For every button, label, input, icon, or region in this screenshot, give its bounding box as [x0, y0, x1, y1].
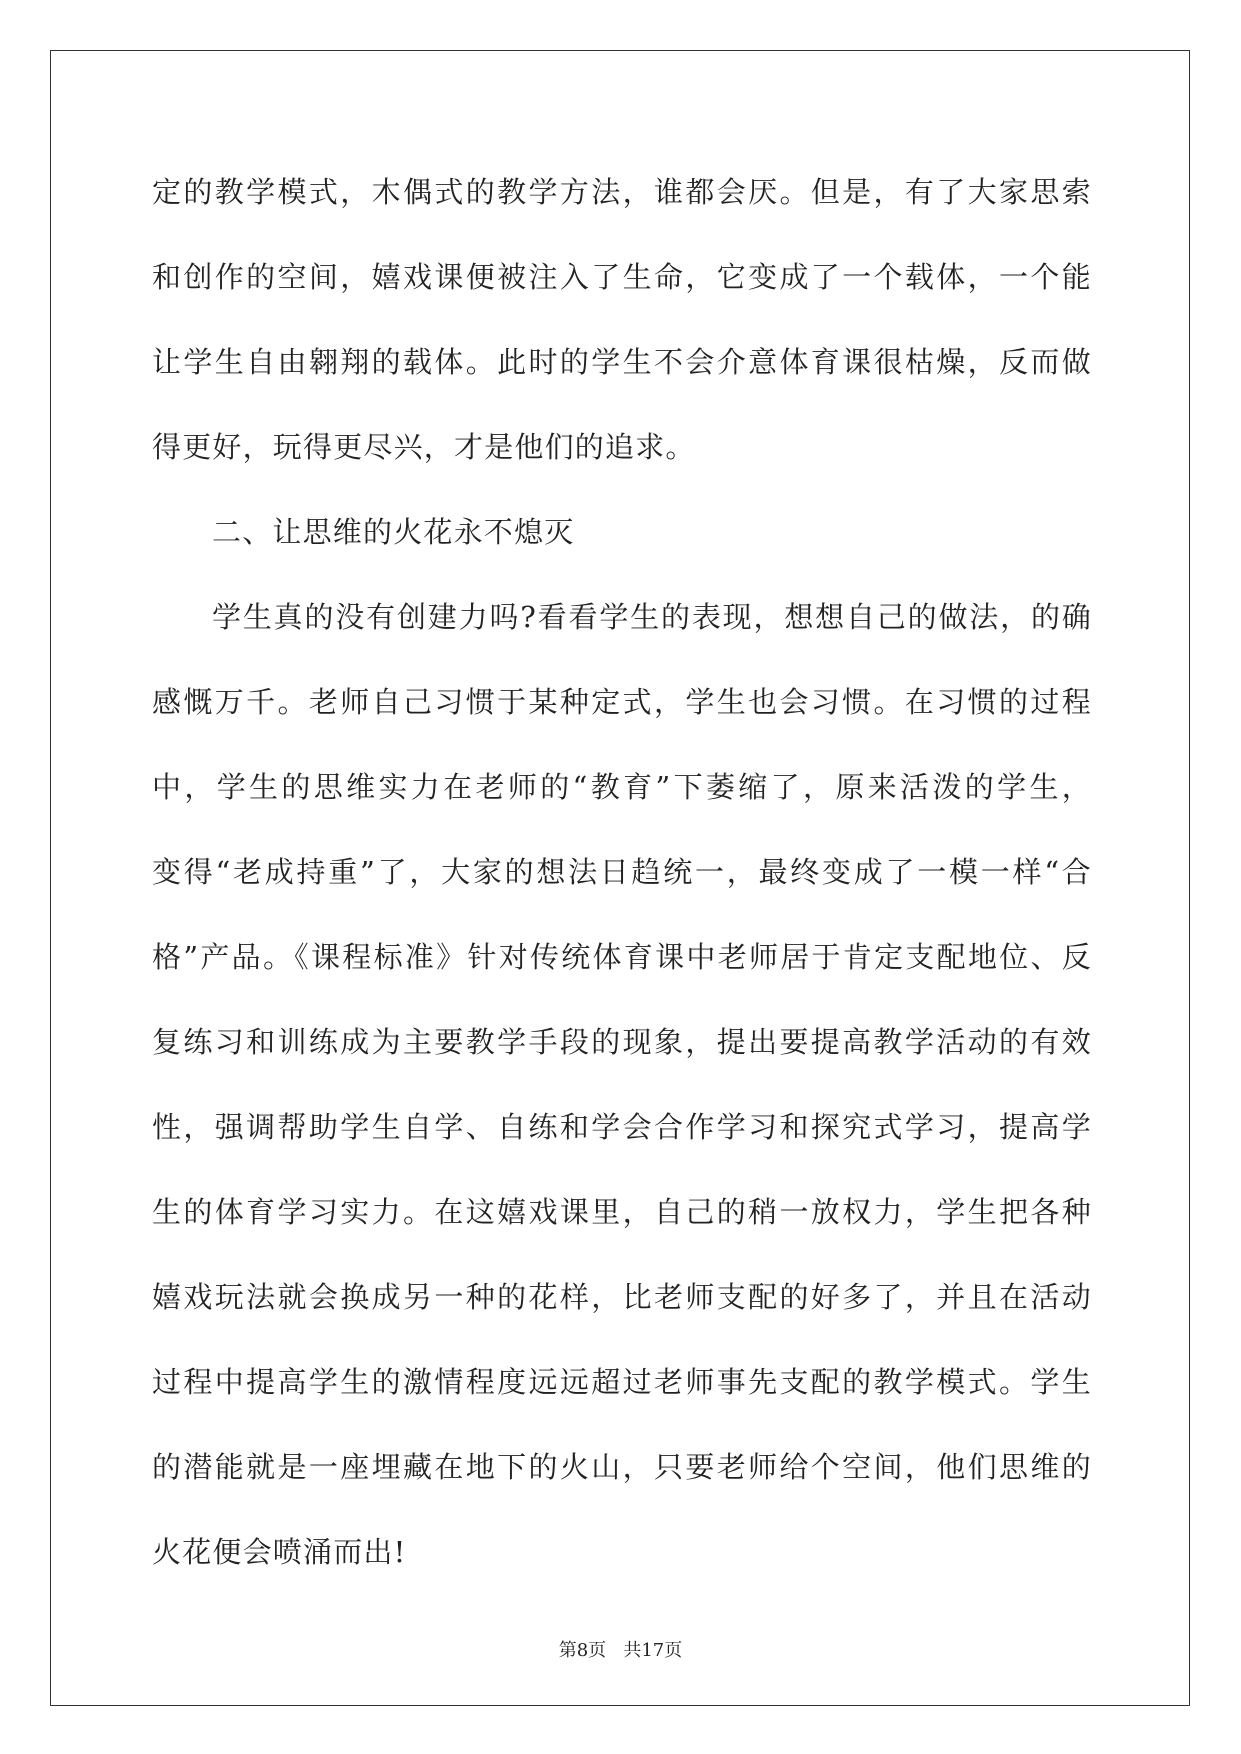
paragraph-line: 性，强调帮助学生自学、自练和学会合作学习和探究式学习，提高学	[152, 1110, 1092, 1144]
paragraph-line: 过程中提高学生的激情程度远远超过老师事先支配的教学模式。学生	[152, 1365, 1092, 1399]
paragraph-line: 复练习和训练成为主要教学手段的现象，提出要提高教学活动的有效	[152, 1025, 1092, 1059]
paragraph-line: 中，学生的思维实力在老师的“教育”下萎缩了，原来活泼的学生，	[152, 770, 1092, 804]
paragraph-line: 让学生自由翱翔的载体。此时的学生不会介意体育课很枯燥，反而做	[152, 345, 1092, 379]
paragraph-line: 学生真的没有创建力吗?看看学生的表现，想想自己的做法，的确	[212, 600, 1092, 634]
paragraph-line: 嬉戏玩法就会换成另一种的花样，比老师支配的好多了，并且在活动	[152, 1280, 1092, 1314]
document-body	[152, 150, 1092, 1595]
paragraph-line: 的潜能就是一座埋藏在地下的火山，只要老师给个空间，他们思维的	[152, 1450, 1092, 1484]
paragraph-line: 变得“老成持重”了，大家的想法日趋统一，最终变成了一模一样“合	[152, 855, 1092, 889]
paragraph-line: 格”产品。《课程标准》针对传统体育课中老师居于肯定支配地位、反	[152, 940, 1092, 974]
section-heading: 二、让思维的火花永不熄灭	[212, 515, 575, 549]
page-number: 第8页 共17页	[558, 1640, 683, 1661]
paragraph-line: 感慨万千。老师自己习惯于某种定式，学生也会习惯。在习惯的过程	[152, 685, 1092, 719]
paragraph-line: 得更好，玩得更尽兴，才是他们的追求。	[152, 430, 696, 464]
paragraph-line: 火花便会喷涌而出!	[152, 1535, 407, 1569]
paragraph-line: 定的教学模式，木偶式的教学方法，谁都会厌。但是，有了大家思索	[152, 175, 1092, 209]
paragraph-line: 生的体育学习实力。在这嬉戏课里，自己的稍一放权力，学生把各种	[152, 1195, 1092, 1229]
paragraph-line: 和创作的空间，嬉戏课便被注入了生命，它变成了一个载体，一个能	[152, 260, 1092, 294]
